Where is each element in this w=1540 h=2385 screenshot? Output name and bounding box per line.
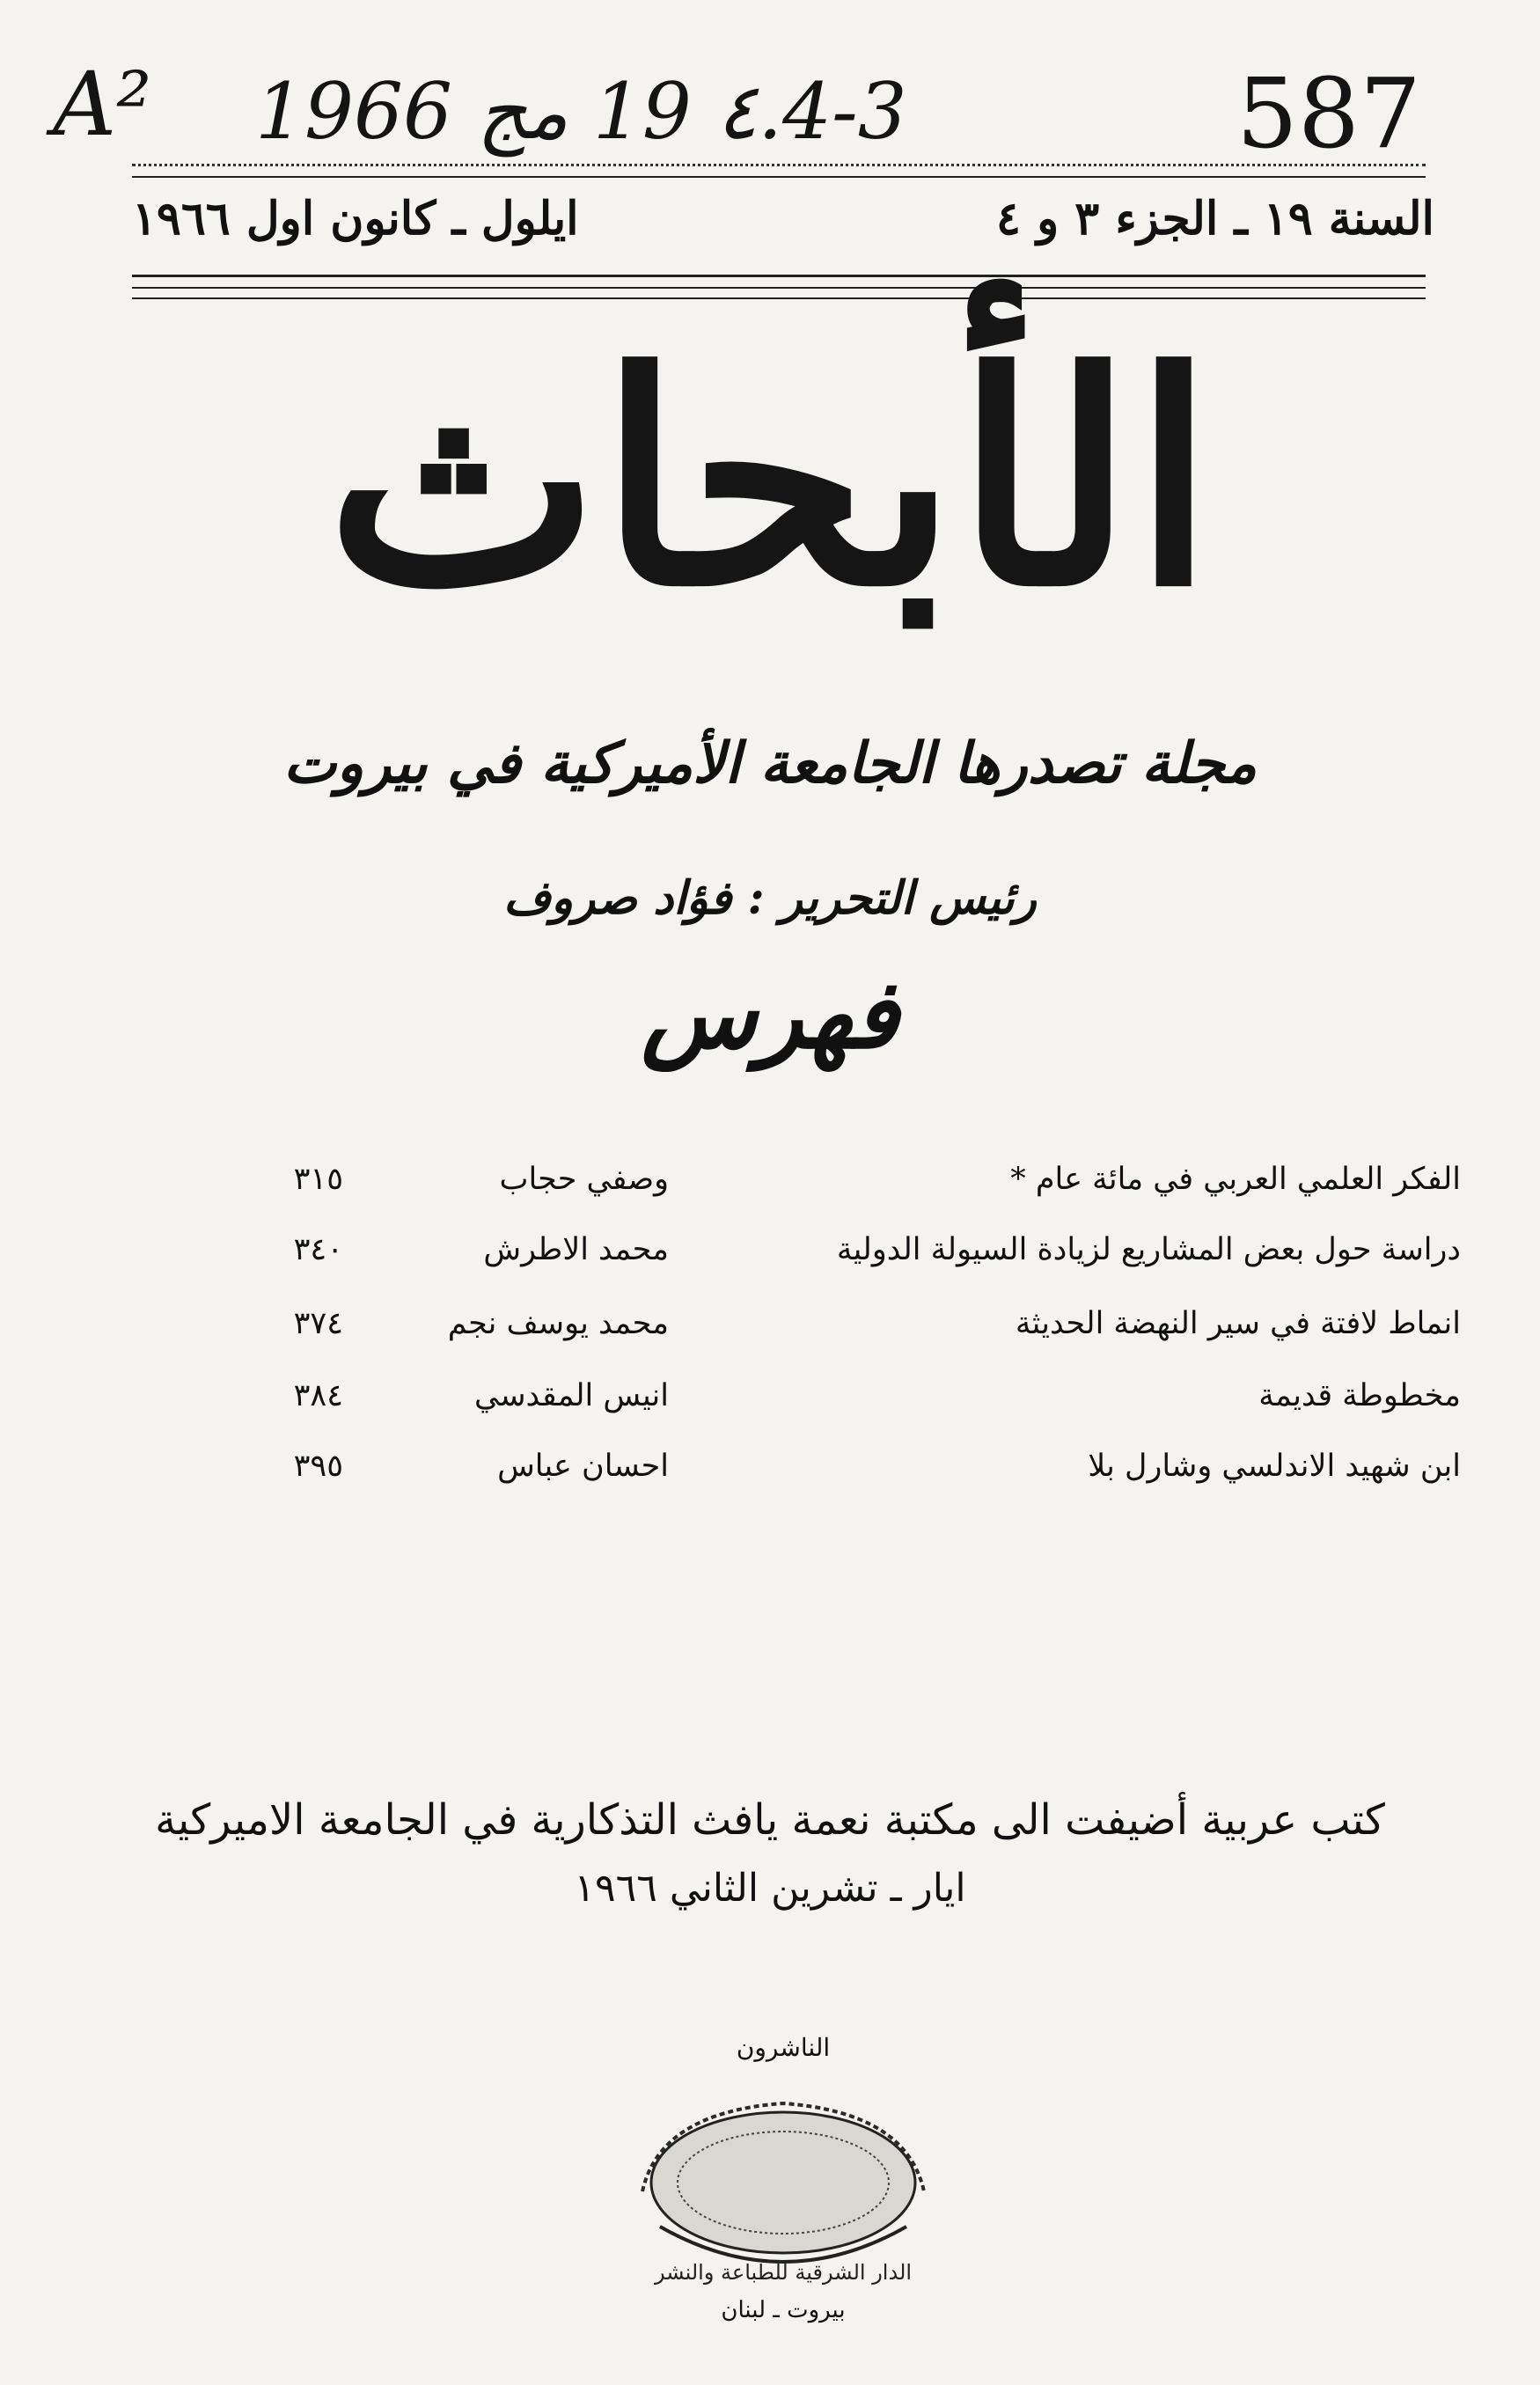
toc-row [88,1378,1461,1440]
header-rule-bottom-2 [132,287,1426,289]
toc-row [88,1232,1461,1294]
header-rule-bottom-3 [132,297,1426,299]
toc-title: مخطوطة قديمة [1258,1378,1461,1413]
toc-author: انيس المقدسي [474,1378,669,1413]
year-part: السنة ١٩ ـ الجزء ٣ و ٤ [996,192,1434,246]
toc-page: ٣١٥ [293,1162,343,1197]
handwritten-volume-ref: 4-3.٤ 19 مج 1966 [255,66,907,157]
toc-title: انماط لافتة في سير النهضة الحديثة [1015,1306,1461,1341]
toc-title: ابن شهيد الاندلسي وشارل بلا [1088,1449,1461,1484]
handwritten-code: A² [53,53,152,156]
toc-page: ٣٧٤ [293,1306,343,1341]
header-rule-top-1 [132,164,1426,166]
toc-title: الفكر العلمي العربي في مائة عام * [1010,1162,1461,1197]
toc-page: ٣٨٤ [293,1378,343,1413]
publisher-label: الناشرون [736,2033,831,2062]
journal-title: الأبحاث [326,309,1214,650]
toc-row [88,1306,1461,1368]
toc-page: ٣٤٠ [293,1232,343,1267]
toc-author: وصفي حجاب [499,1162,669,1197]
toc-row [88,1449,1461,1510]
editor-line: رئيس التحرير : فؤاد صروف [503,871,1037,925]
handwritten-number: 587 [1236,57,1421,170]
header-rule-bottom-1 [132,275,1426,277]
stamp-text: الدار الشرقية للطباعة والنشر [654,2260,913,2285]
toc-author: محمد يوسف نجم [447,1306,669,1341]
publisher-stamp [607,2033,959,2332]
toc-author: محمد الاطرش [483,1232,669,1267]
toc-author: احسان عباس [497,1449,669,1484]
toc-row [88,1162,1461,1223]
issue-month: ايلول ـ كانون اول ١٩٦٦ [132,192,579,246]
header-rule-top-2 [132,176,1426,178]
stamp-graphic [607,2059,959,2323]
publisher-city: بيروت ـ لبنان [721,2297,846,2323]
notice-line-1: كتب عربية أضيفت الى مكتبة نعمة يافث التذكارية في الجامعة الاميركية [155,1795,1385,1845]
journal-subtitle: مجلة تصدرها الجامعة الأميركية في بيروت [283,730,1257,796]
index-heading: فهرس [641,959,899,1070]
toc-title: دراسة حول بعض المشاريع لزيادة السيولة الدولية [836,1232,1461,1267]
notice-line-2: ايار ـ تشرين الثاني ١٩٦٦ [574,1866,966,1911]
toc-page: ٣٩٥ [293,1449,343,1484]
